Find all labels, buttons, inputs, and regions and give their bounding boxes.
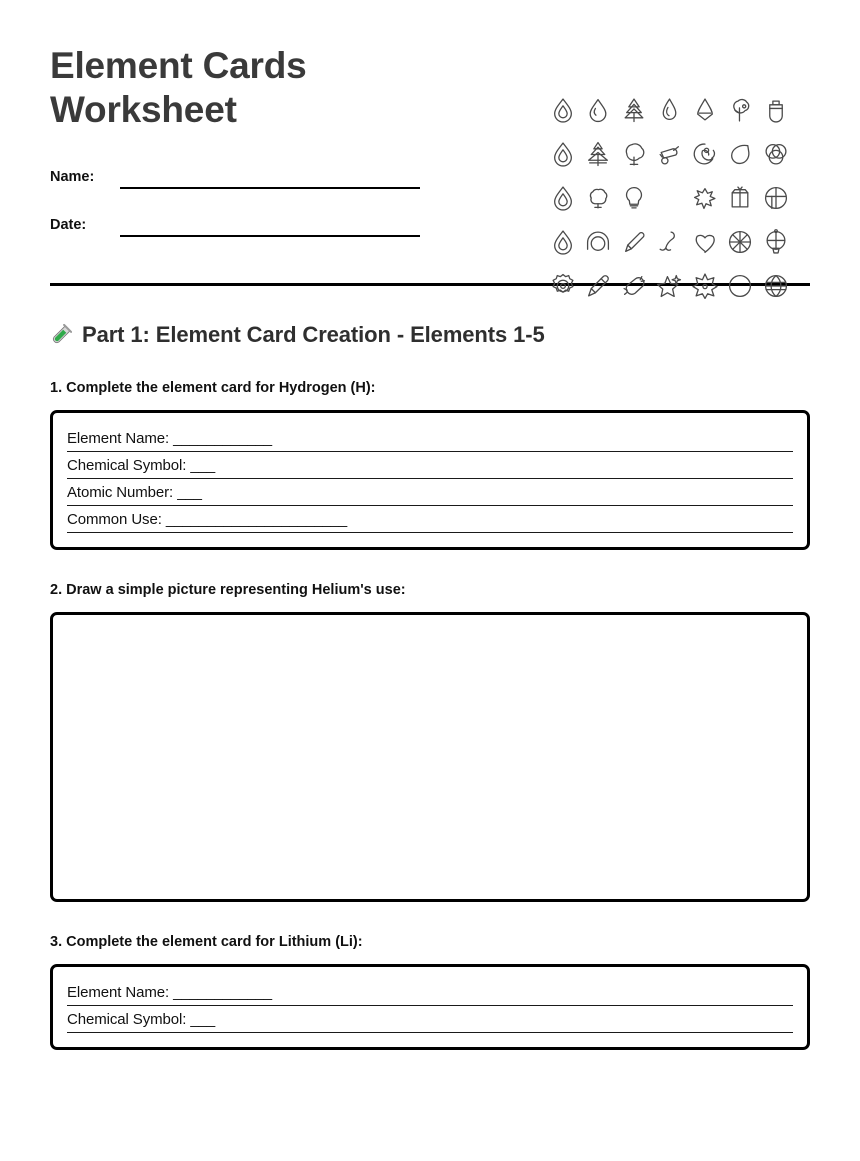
flame-drop-icon [548,95,578,125]
flame-drop-icon [548,227,578,257]
blank-icon [654,183,684,213]
element-card-lithium [50,964,810,1050]
star-sparkle-icon [654,271,684,301]
flame-icon [654,95,684,125]
swirl-leaf-icon [690,139,720,169]
card-field-atomic-number[interactable]: Atomic Number: ___ [67,479,793,506]
hot-air-balloon-icon [761,227,791,257]
bush-icon [583,183,613,213]
pine-tree-tall-icon [583,139,613,169]
card-field-chemical-symbol[interactable]: Chemical Symbol: ___ [67,1006,793,1033]
lightbulb-icon [619,183,649,213]
droplet-outline-icon [690,95,720,125]
card-field-common-use[interactable]: Common Use: ______________________ [67,506,793,533]
water-drop-icon [583,95,613,125]
arch-icon [583,227,613,257]
sparkle-capsule-icon [619,271,649,301]
card-field-element-name[interactable]: Element Name: ____________ [67,425,793,452]
card-field-chemical-symbol[interactable]: Chemical Symbol: ___ [67,452,793,479]
globe-split-icon [761,183,791,213]
interlocking-circles-icon [761,139,791,169]
flame-drop-icon [548,139,578,169]
star-burst-icon [690,271,720,301]
globe-icon [725,227,755,257]
test-tube-icon [50,323,72,347]
element-card-hydrogen [50,410,810,550]
pine-tree-icon [619,95,649,125]
name-label: Name: [50,168,95,185]
pencil-diagonal-icon [619,227,649,257]
card-field-element-name[interactable]: Element Name: ____________ [67,979,793,1006]
leaf-shield-icon [725,139,755,169]
round-tree-icon [619,139,649,169]
pencil-icon [583,271,613,301]
date-input-line[interactable] [120,219,420,237]
question-2-prompt: 2. Draw a simple picture representing Helium's use: [50,581,406,598]
section-heading-text: Part 1: Element Card Creation - Elements 1-5 [82,321,545,347]
flame-drop-icon [548,183,578,213]
section-heading-part1 [50,322,810,348]
gear-flower-icon [548,271,578,301]
wheelbarrow-icon [654,139,684,169]
question-1-prompt: 1. Complete the element card for Hydrogen (H): [50,379,376,396]
gift-box-icon [725,183,755,213]
maple-leaf-icon [690,183,720,213]
tree-icon [725,95,755,125]
date-label: Date: [50,216,87,233]
heart-icon [690,227,720,257]
name-input-line[interactable] [120,171,420,189]
page-title: Element Cards Worksheet [50,45,307,131]
drawing-area-helium[interactable] [50,612,810,902]
bird-hook-icon [654,227,684,257]
circle-icon [725,271,755,301]
question-3-prompt: 3. Complete the element card for Lithium (Li): [50,933,363,950]
acorn-jar-icon [761,95,791,125]
decorative-icon-grid [545,88,795,308]
globe-grid-icon [761,271,791,301]
